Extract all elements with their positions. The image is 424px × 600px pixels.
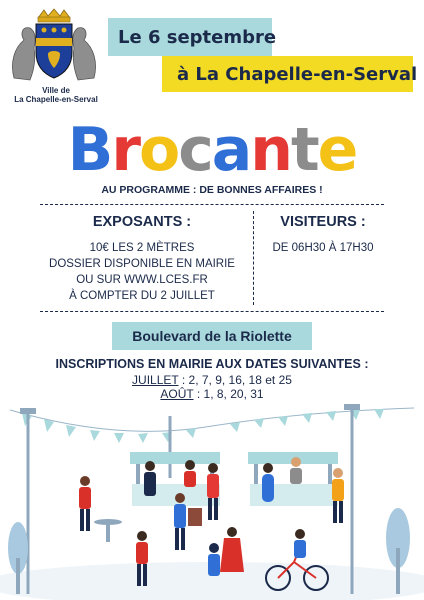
brocante-title xyxy=(0,110,424,190)
title-letter: B xyxy=(67,115,112,185)
title-letter: e xyxy=(317,115,357,185)
crest-line-2: La Chapelle-en-Serval xyxy=(14,95,98,104)
crest-line-1: Ville de xyxy=(42,86,70,95)
aout-label: AOÛT xyxy=(160,387,194,401)
visiteurs-hours: DE 06H30 À 17H30 xyxy=(272,242,374,254)
date-banner: Le 6 septembre xyxy=(108,18,272,56)
exposants-line: À COMPTER DU 2 JUILLET xyxy=(69,290,215,302)
juillet-dates: : 2, 7, 9, 16, 18 et 25 xyxy=(178,373,292,387)
title-letter: c xyxy=(178,115,212,185)
title-letter: t xyxy=(290,115,318,185)
exposants-title: EXPOSANTS : xyxy=(92,214,192,230)
title-letter: o xyxy=(138,115,179,185)
exposants-line: 10€ LES 2 MÈTRES xyxy=(89,242,195,254)
juillet-label: JUILLET xyxy=(132,373,179,387)
exposants-line: OU SUR WWW.LCES.FR xyxy=(76,274,208,286)
visiteurs-title: VISITEURS : xyxy=(280,214,366,230)
aout-dates: : 1, 8, 20, 31 xyxy=(193,387,264,401)
dashed-divider-top xyxy=(40,204,384,205)
place-banner: à La Chapelle-en-Serval xyxy=(162,56,413,92)
title-letter: a xyxy=(211,115,251,185)
title-letter: n xyxy=(250,115,291,185)
flea-market-scene-illustration-icon xyxy=(0,398,424,600)
exposants-details xyxy=(22,240,262,304)
location-banner: Boulevard de la Riolette xyxy=(112,322,312,350)
town-crest-icon xyxy=(8,8,100,86)
inscriptions-title: INSCRIPTIONS EN MAIRIE AUX DATES SUIVANTES : xyxy=(55,357,369,371)
exposants-line: DOSSIER DISPONIBLE EN MAIRIE xyxy=(49,258,235,270)
juillet-dates-line xyxy=(0,373,424,387)
title-letter: r xyxy=(111,115,139,185)
programme-line: AU PROGRAMME : DE BONNES AFFAIRES ! xyxy=(101,184,323,196)
dashed-divider-bottom xyxy=(40,311,384,312)
